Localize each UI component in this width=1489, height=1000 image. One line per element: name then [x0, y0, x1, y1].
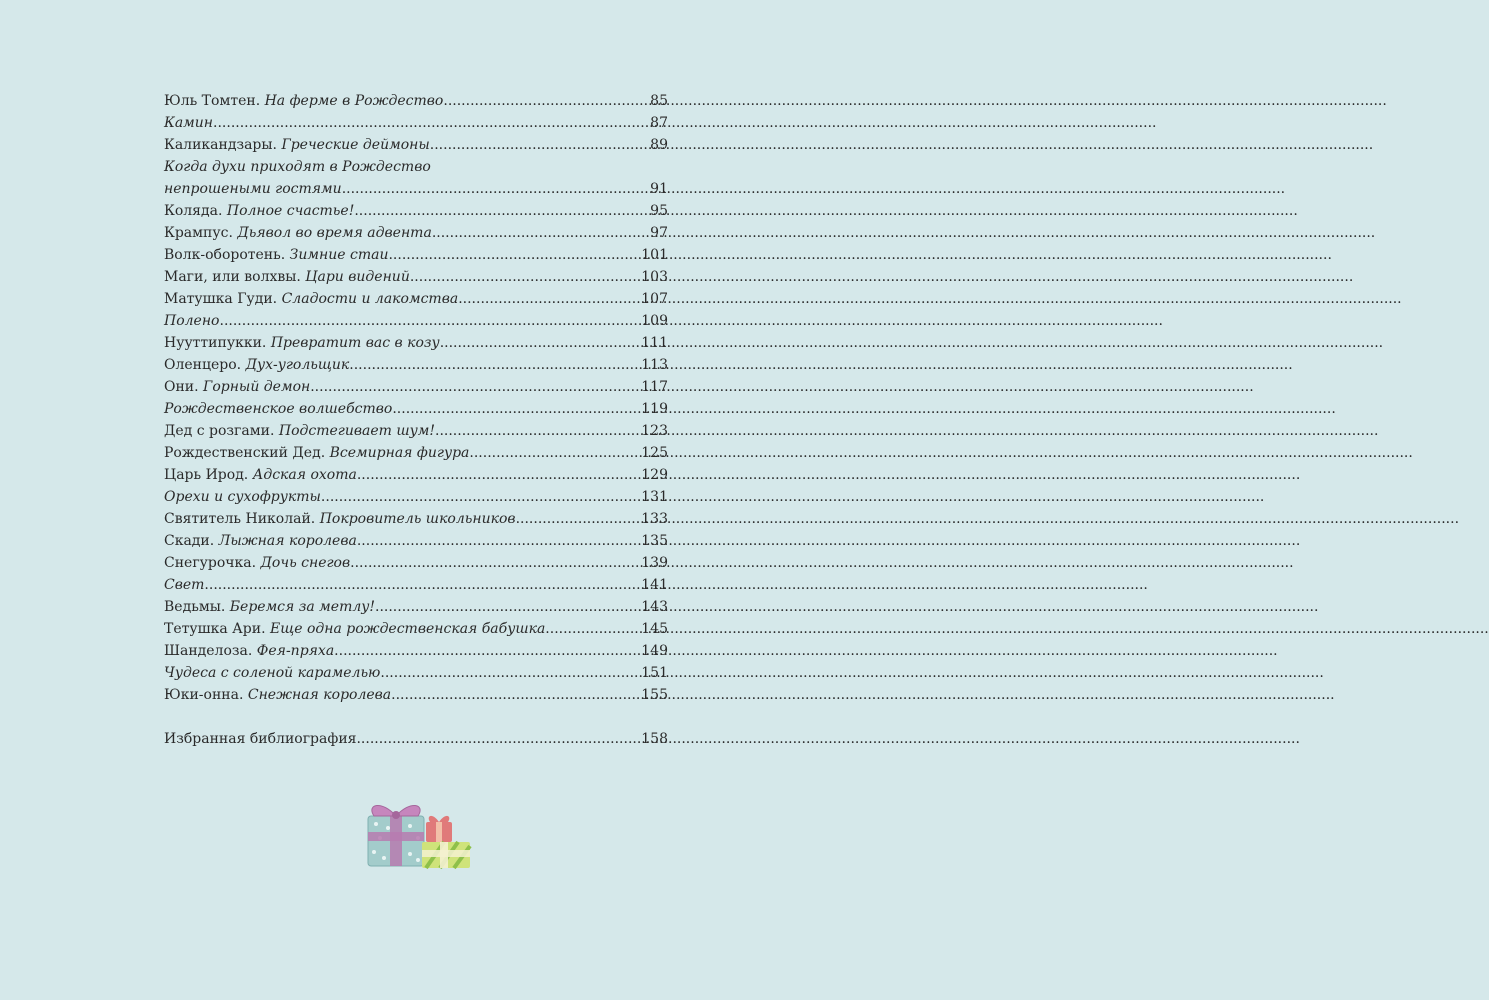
toc-entry[interactable]	[164, 530, 668, 552]
toc-entry-name: Рождественский Дед.	[164, 445, 330, 461]
toc-entry[interactable]	[164, 266, 668, 288]
toc-entry-subtitle: Греческие деймоны	[281, 137, 430, 153]
toc-page-number: 151	[641, 665, 668, 681]
toc-entry[interactable]	[164, 552, 668, 574]
toc-entry-title	[164, 200, 354, 222]
dot-leader	[516, 508, 641, 530]
toc-entry-title	[164, 662, 380, 684]
toc-entry-name: Маги, или волхвы.	[164, 269, 306, 285]
dot-leader	[388, 244, 640, 266]
toc-page-number: 107	[641, 291, 668, 307]
toc-page-number: 133	[641, 511, 668, 527]
toc-entry-name: Оленцеро.	[164, 357, 246, 373]
toc-page-number: 95	[650, 203, 668, 219]
toc-entry-subtitle: На ферме в Рождество	[264, 93, 444, 109]
toc-entry-title	[164, 178, 342, 200]
toc-entry[interactable]	[164, 486, 668, 508]
dot-leader	[410, 266, 640, 288]
table-of-contents	[164, 90, 668, 750]
dot-leader	[357, 530, 640, 552]
toc-entry[interactable]	[164, 354, 668, 376]
toc-entry-title	[164, 398, 392, 420]
toc-entry[interactable]	[164, 442, 668, 464]
dot-leader	[321, 486, 640, 508]
dot-leader	[443, 90, 649, 112]
toc-entry-title-line: Когда духи приходят в Рождество	[164, 159, 431, 175]
toc-entry-subtitle: Всемирная фигура	[329, 445, 470, 461]
toc-entry[interactable]	[164, 618, 668, 640]
toc-page-number: 89	[650, 137, 668, 153]
toc-page-number: 109	[641, 313, 668, 329]
dot-leader	[334, 640, 640, 662]
toc-page-number: 119	[641, 401, 668, 417]
dot-leader	[350, 552, 640, 574]
toc-entry-name: Коляда.	[164, 203, 227, 219]
dot-leader	[356, 728, 640, 750]
dot-leader	[392, 398, 640, 420]
toc-entry-subtitle: Свет	[164, 577, 205, 593]
toc-entry-name: Снегурочка.	[164, 555, 261, 571]
dot-leader	[469, 442, 640, 464]
toc-entry-name: Юки-онна.	[164, 687, 248, 703]
toc-entry-title	[164, 464, 357, 486]
dot-leader	[310, 376, 640, 398]
toc-entry-subtitle: Полено	[164, 313, 220, 329]
toc-entry-title	[164, 134, 430, 156]
toc-entry[interactable]	[164, 420, 668, 442]
toc-entry-title	[164, 310, 220, 332]
toc-entry-title	[164, 508, 516, 530]
toc-entry-subtitle: Фея-пряха	[256, 643, 335, 659]
toc-page-number: 103	[641, 269, 668, 285]
toc-page-number: 149	[641, 643, 668, 659]
toc-entry-title	[164, 244, 388, 266]
toc-entry[interactable]	[164, 574, 668, 596]
toc-entry-subtitle: Дьявол во время адвента	[237, 225, 432, 241]
toc-entry-subtitle: Снежная королева	[247, 687, 392, 703]
toc-entry-name: Матушка Гуди.	[164, 291, 282, 307]
toc-entry-title	[164, 90, 443, 112]
dot-leader	[349, 354, 640, 376]
toc-entry-bibliography[interactable]	[164, 728, 668, 750]
toc-entry[interactable]	[164, 112, 668, 134]
dot-leader	[342, 178, 649, 200]
toc-entry-title	[164, 618, 545, 640]
toc-entry-title	[164, 288, 458, 310]
bibliography-label: Избранная библиография	[164, 731, 357, 747]
toc-page-number: 145	[641, 621, 668, 637]
spacer	[164, 706, 668, 728]
toc-page-number: 131	[641, 489, 668, 505]
toc-entry-name: Царь Ирод.	[164, 467, 253, 483]
toc-entry-name: Скади.	[164, 533, 219, 549]
toc-entry[interactable]	[164, 508, 668, 530]
toc-entry[interactable]	[164, 684, 668, 706]
toc-entry-title	[164, 442, 469, 464]
toc-entry-title	[164, 222, 432, 244]
toc-entry-subtitle: Камин	[164, 115, 214, 131]
toc-page-number: 113	[641, 357, 668, 373]
toc-entry[interactable]	[164, 310, 668, 332]
toc-entry-subtitle: Чудеса с соленой карамелью	[164, 665, 381, 681]
toc-entry-title	[164, 376, 310, 398]
toc-entry-name: Дед с розгами.	[164, 423, 279, 439]
toc-page-number: 129	[641, 467, 668, 483]
toc-page-number: 125	[641, 445, 668, 461]
toc-entry[interactable]	[164, 464, 668, 486]
toc-entry-name: Волк-оборотень.	[164, 247, 290, 263]
toc-entry[interactable]	[164, 640, 668, 662]
toc-entry-title	[164, 420, 435, 442]
toc-entry-subtitle: Подстегивает шум!	[278, 423, 435, 439]
dot-leader	[458, 288, 640, 310]
toc-entry[interactable]	[164, 376, 668, 398]
toc-entry[interactable]	[164, 398, 668, 420]
dot-leader	[357, 464, 640, 486]
toc-entry-name: Юль Томтен.	[164, 93, 265, 109]
toc-entry-title	[164, 552, 350, 574]
dot-leader	[220, 310, 641, 332]
toc-entry-title	[164, 486, 321, 508]
toc-page-number: 123	[641, 423, 668, 439]
dot-leader	[430, 134, 649, 156]
toc-entry-subtitle: Лыжная королева	[218, 533, 357, 549]
toc-entry-subtitle: Покровитель школьников	[319, 511, 516, 527]
toc-entry-subtitle: Адская охота	[252, 467, 357, 483]
toc-entry-subtitle: Дух-угольщик	[245, 357, 350, 373]
toc-entry-subtitle: Сладости и лакомства	[281, 291, 459, 307]
toc-entry-subtitle: Рождественское волшебство	[164, 401, 393, 417]
toc-entry[interactable]	[164, 662, 668, 684]
toc-page-number: 87	[650, 115, 668, 131]
toc-entry-title	[164, 354, 349, 376]
toc-entry-name: Они.	[164, 379, 204, 395]
toc-page-number: 155	[641, 687, 668, 703]
toc-entry-title	[164, 112, 213, 134]
toc-entry-subtitle: Зимние стаи	[289, 247, 389, 263]
toc-entry[interactable]	[164, 222, 668, 244]
dot-leader	[432, 222, 649, 244]
toc-entry-title	[164, 640, 334, 662]
toc-entry-subtitle: Беремся за метлу!	[229, 599, 375, 615]
toc-entry[interactable]	[164, 90, 668, 112]
toc-entry-subtitle: непрошеными гостями	[164, 181, 342, 197]
toc-entry-title	[164, 684, 391, 706]
toc-entry-title	[164, 332, 440, 354]
toc-entry-title	[164, 530, 357, 552]
toc-page-number: 158	[641, 731, 668, 747]
toc-page-number: 101	[641, 247, 668, 263]
dot-leader	[204, 574, 640, 596]
toc-entry-subtitle: Превратит вас в козу	[270, 335, 440, 351]
toc-entry[interactable]	[164, 288, 668, 310]
toc-entry-name: Тетушка Ари.	[164, 621, 270, 637]
toc-page-number: 143	[641, 599, 668, 615]
toc-entry-name: Каликандзары.	[164, 137, 282, 153]
dot-leader	[435, 420, 640, 442]
toc-page-number: 135	[641, 533, 668, 549]
toc-entry-subtitle: Дочь снегов	[260, 555, 351, 571]
toc-page-number: 91	[650, 181, 668, 197]
dot-leader	[545, 618, 640, 640]
toc-page-number: 97	[650, 225, 668, 241]
toc-entry-subtitle: Горный демон	[203, 379, 311, 395]
dot-leader	[213, 112, 649, 134]
toc-page-number: 85	[650, 93, 668, 109]
gift-boxes-icon	[360, 798, 472, 874]
toc-entry-subtitle: Цари видений	[305, 269, 410, 285]
toc-entry-subtitle: Полное счастье!	[226, 203, 355, 219]
toc-entry[interactable]	[164, 596, 668, 618]
toc-entry[interactable]	[164, 244, 668, 266]
toc-entry-name: Нууттипукки.	[164, 335, 271, 351]
toc-entry-title	[164, 596, 375, 618]
toc-entry-name: Шанделоза.	[164, 643, 257, 659]
toc-page-number: 111	[641, 335, 668, 351]
dot-leader	[354, 200, 649, 222]
toc-page-number: 117	[641, 379, 668, 395]
toc-entry-title	[164, 266, 410, 288]
toc-entry-title	[164, 574, 204, 596]
dot-leader	[380, 662, 640, 684]
dot-leader	[391, 684, 640, 706]
toc-entry[interactable]	[164, 134, 668, 156]
toc-entry-subtitle: Орехи и сухофрукты	[164, 489, 321, 505]
toc-entry-name: Святитель Николай.	[164, 511, 320, 527]
toc-entry[interactable]	[164, 200, 668, 222]
toc-entry[interactable]	[164, 332, 668, 354]
toc-page-number: 139	[641, 555, 668, 571]
toc-entry-name: Крампус.	[164, 225, 238, 241]
dot-leader	[440, 332, 641, 354]
toc-entry[interactable]	[164, 178, 668, 200]
toc-entry-name: Ведьмы.	[164, 599, 230, 615]
dot-leader	[375, 596, 640, 618]
toc-entry-subtitle: Еще одна рождественская бабушка	[269, 621, 546, 637]
toc-page-number: 141	[641, 577, 668, 593]
